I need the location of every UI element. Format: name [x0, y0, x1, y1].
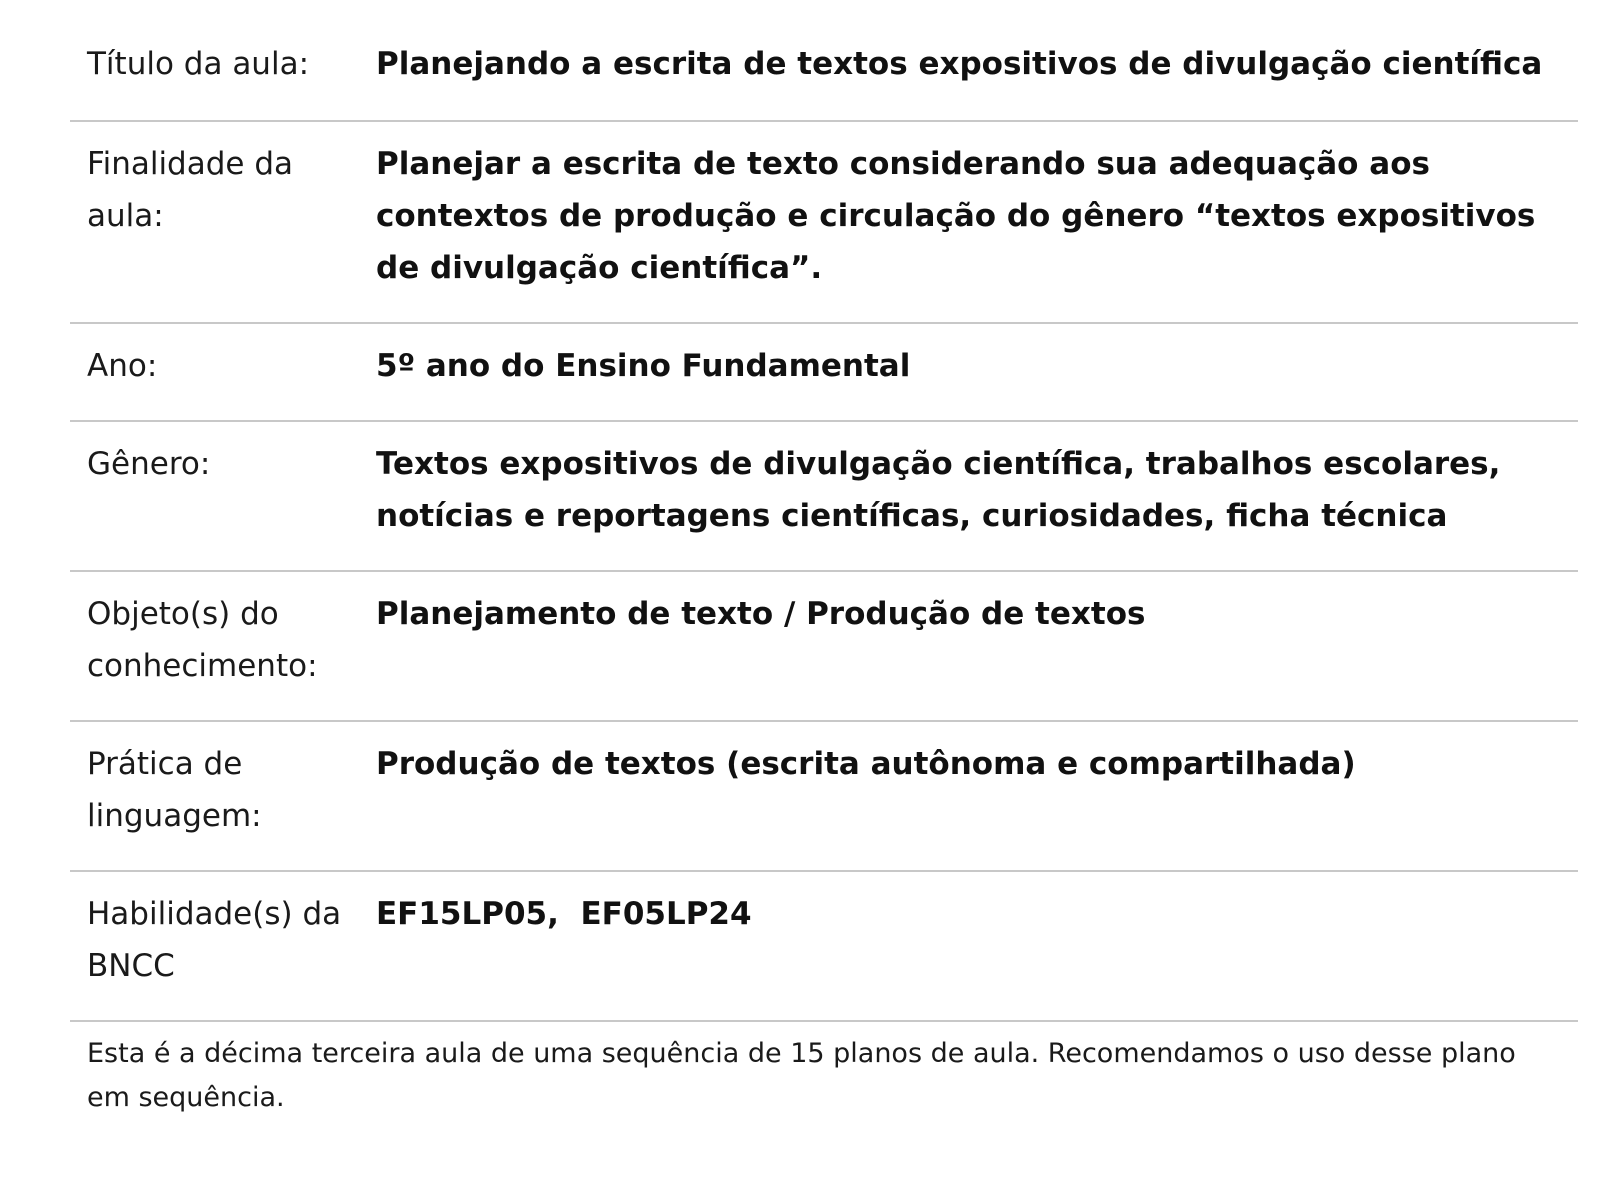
value-knowledge-objects: Planejamento de texto / Produção de textos [376, 596, 1146, 632]
label-knowledge-objects: Objeto(s) do conhecimento: [87, 596, 318, 684]
value-genre: Textos expositivos de divulgação científica, trabalhos escolares, notícias e reportagens científicas, curiosidades, ficha técnica [376, 446, 1501, 534]
value-bncc-skills: EF15LP05, EF05LP24 [376, 896, 752, 932]
lesson-plan-table [70, 0, 1578, 1120]
row-language-practice [70, 722, 1578, 872]
row-genre [70, 422, 1578, 572]
row-year [70, 324, 1578, 422]
label-language-practice: Prática de linguagem: [87, 746, 262, 834]
row-lesson-purpose [70, 122, 1578, 324]
value-lesson-title: Planejando a escrita de textos expositivos de divulgação científica [376, 46, 1543, 82]
value-lesson-purpose: Planejar a escrita de texto considerando sua adequação aos contextos de produção e circulação do gênero “textos expositivos de divulgação científica”. [376, 146, 1536, 286]
row-knowledge-objects [70, 572, 1578, 722]
value-year: 5º ano do Ensino Fundamental [376, 348, 911, 384]
sequence-note: Esta é a décima terceira aula de uma sequência de 15 planos de aula. Recomendamos o uso desse plano em sequência. [87, 1038, 1516, 1113]
value-language-practice: Produção de textos (escrita autônoma e compartilhada) [376, 746, 1356, 782]
label-lesson-title: Título da aula: [87, 46, 310, 82]
row-lesson-title [70, 0, 1578, 122]
label-year: Ano: [87, 348, 158, 384]
label-lesson-purpose: Finalidade da aula: [87, 146, 294, 234]
label-genre: Gênero: [87, 446, 211, 482]
row-bncc-skills [70, 872, 1578, 1022]
label-bncc-skills: Habilidade(s) da BNCC [87, 896, 342, 984]
